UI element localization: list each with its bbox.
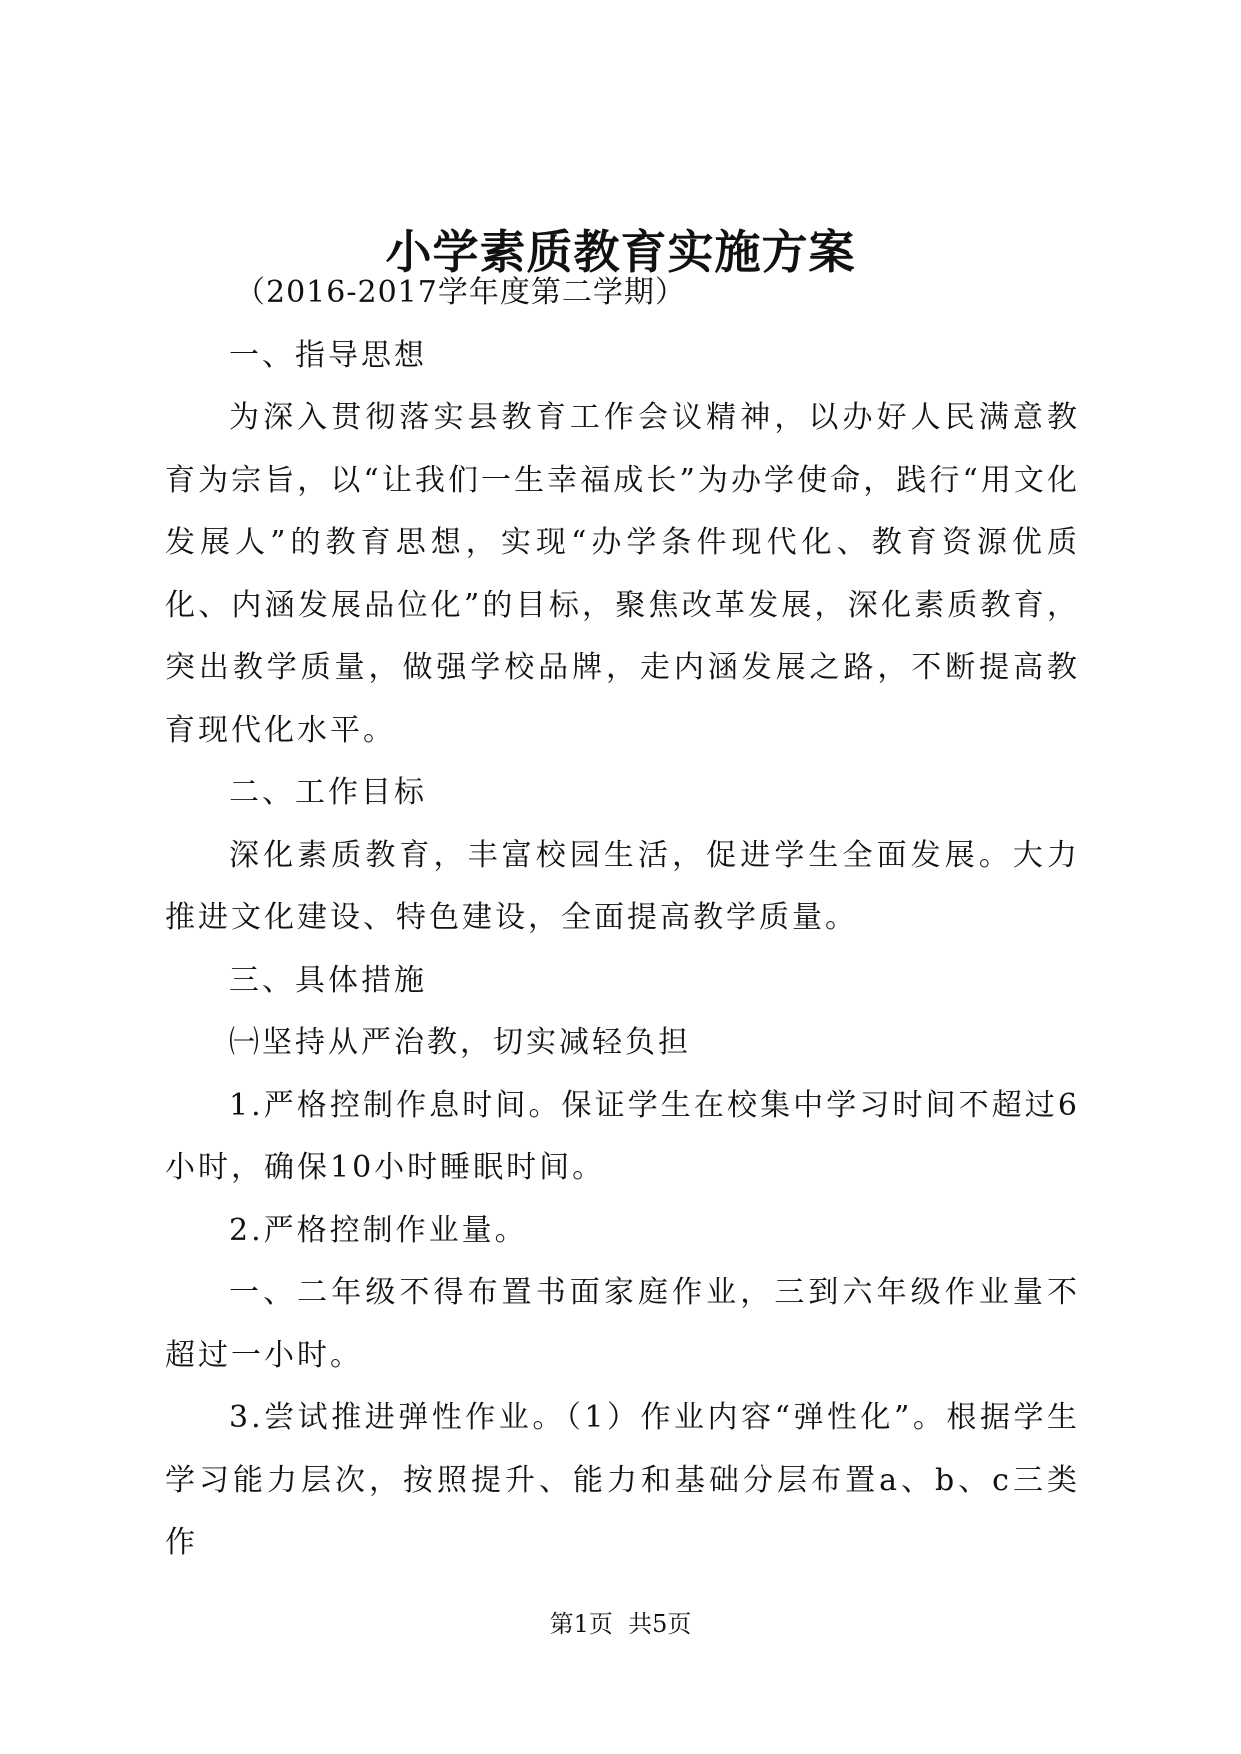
section-heading-guiding-ideology: 一、指导思想 xyxy=(229,337,427,373)
document-subtitle: （2016-2017学年度第二学期） xyxy=(235,275,686,310)
paragraph-homework-grades: 一、二年级不得布置书面家庭作业，三到六年级作业量不超过一小时。 xyxy=(165,1275,1080,1373)
paragraph-work-goals: 深化素质教育，丰富校园生活，促进学生全面发展。大力推进文化建设、特色建设，全面提高教学质量。 xyxy=(165,837,1080,935)
paragraph-guiding-ideology: 为深入贯彻落实县教育工作会议精神，以办好人民满意教育为宗旨，以“让我们一生幸福成长”为办学使命，践行“用文化发展人”的教育思想，实现“办学条件现代化、教育资源优质化、内涵发展品位化”的目标，聚焦改革发展，深化素质教育，突出教学质量，做强学校品牌，走内涵发展之路，不断提高教育现代化水平。 xyxy=(165,400,1080,748)
document-title: 小学素质教育实施方案 xyxy=(385,225,856,279)
document-body xyxy=(165,262,1080,1575)
subsection-heading-strict-teaching: ㈠坚持从严治教，切实减轻负担 xyxy=(229,1025,691,1060)
page-number-label: 第1页 共5页 xyxy=(549,1610,692,1638)
section-heading-work-goals: 二、工作目标 xyxy=(229,775,427,810)
page-footer xyxy=(0,1608,1241,1640)
section-heading-measures: 三、具体措施 xyxy=(229,962,427,998)
paragraph-schedule-control: 1.严格控制作息时间。保证学生在校集中学习时间不超过6小时，确保10小时睡眠时间。 xyxy=(165,1087,1080,1185)
paragraph-homework-control: 2.严格控制作业量。 xyxy=(229,1212,528,1248)
paragraph-flexible-homework: 3.尝试推进弹性作业。（1）作业内容“弹性化”。根据学生学习能力层次，按照提升、能力和基础分层布置a、b、c三类作 xyxy=(165,1400,1080,1560)
